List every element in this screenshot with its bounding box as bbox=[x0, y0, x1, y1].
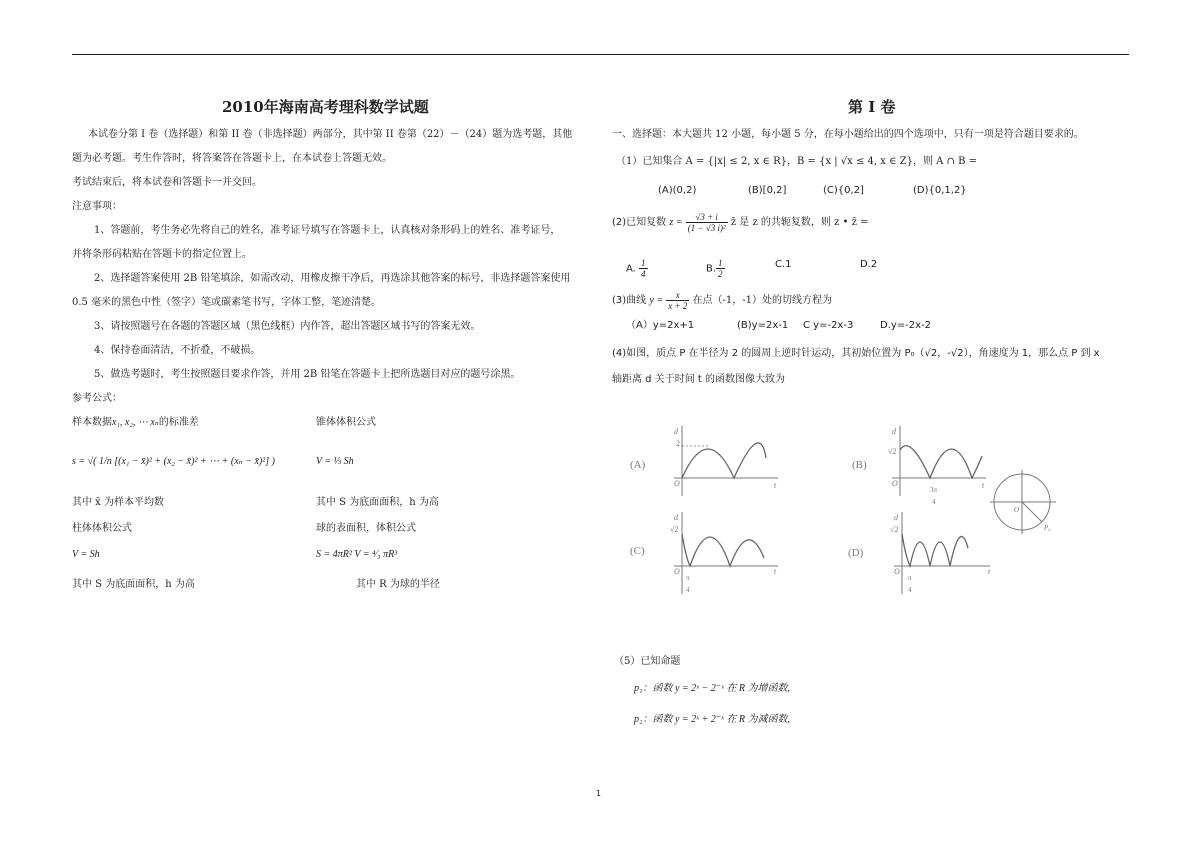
q2-option-c: C.1 bbox=[775, 259, 792, 270]
header-rule bbox=[72, 54, 1129, 55]
svg-text:d: d bbox=[674, 427, 678, 436]
q1-option-a: (A)(0,2) bbox=[658, 185, 697, 196]
q2-option-a bbox=[626, 258, 648, 279]
note-1b: 并将条形码粘贴在答题卡的指定位置上。 bbox=[72, 249, 252, 260]
q5-p2: p₂：函数 y = 2ˣ + 2⁻ˣ 在 R 为减函数, bbox=[634, 714, 790, 725]
page-number: 1 bbox=[596, 789, 602, 798]
note-2b: 0.5 毫米的黑色中性（签字）笔或碳素笔书写，字体工整，笔迹清楚。 bbox=[72, 297, 382, 308]
formula-header: 参考公式： bbox=[72, 393, 122, 404]
svg-text:P₀: P₀ bbox=[1044, 524, 1051, 532]
graph-a-label: (A) bbox=[630, 459, 646, 471]
svg-text:O: O bbox=[674, 479, 680, 488]
note-4: 4、保持卷面清洁，不折叠，不破损。 bbox=[94, 345, 261, 356]
svg-text:t: t bbox=[988, 567, 991, 576]
q2-option-b bbox=[706, 258, 725, 279]
note-1a: 1、答题前，考生务必先将自己的姓名，准考证号填写在答题卡上，认真核对条形码上的姓名、准考证号， bbox=[94, 225, 561, 236]
graph-c-label: (C) bbox=[630, 545, 645, 557]
svg-text:d: d bbox=[674, 513, 678, 522]
part-title: 第 I 卷 bbox=[848, 98, 896, 116]
graph-a bbox=[624, 420, 784, 504]
svg-text:O: O bbox=[894, 567, 900, 576]
q1-text: （1）已知集合 A = {|x| ≤ 2, x ∈ R}，B = {x | √x ≤ 4, x ∈ Z}，则 A ∩ B = bbox=[616, 156, 978, 167]
q4-line-b: 轴距离 d 关于时间 t 的函数图像大致为 bbox=[612, 374, 785, 385]
circle-figure bbox=[990, 466, 1060, 540]
sd-label-vars: x₁, x₂, ⋯ xₙ bbox=[112, 417, 159, 428]
svg-text:π: π bbox=[686, 574, 690, 582]
q1-option-d: (D){0,1,2} bbox=[913, 185, 967, 196]
q3-pre: (3)曲线 bbox=[612, 295, 647, 306]
prism-note: 其中 S 为底面面积，h 为高 bbox=[72, 579, 195, 590]
graph-c bbox=[624, 508, 784, 602]
q3-option-a: （A）y=2x+1 bbox=[626, 320, 695, 331]
sphere-formula: S = 4πR² V = ⁴⁄₃ πR³ bbox=[316, 549, 398, 560]
intro-line-3: 考试结束后，将本试卷和答题卡一并交回。 bbox=[72, 177, 262, 188]
exam-title: 2010年海南高考理科数学试题 bbox=[222, 98, 429, 116]
q5-p1: p₁：函数 y = 2ˣ − 2⁻ˣ 在 R 为增函数, bbox=[634, 683, 790, 694]
note-2a: 2、选择题答案使用 2B 铅笔填涂，如需改动，用橡皮擦干净后，再选涂其他答案的标号，非选择题答案使用 bbox=[94, 273, 571, 284]
svg-text:√2: √2 bbox=[670, 525, 679, 534]
q3-text bbox=[612, 290, 832, 311]
svg-text:√2: √2 bbox=[890, 525, 899, 534]
section-1-heading: 一、选择题：本大题共 12 小题，每小题 5 分，在每小题给出的四个选项中，只有一项是符合题目要求的。 bbox=[612, 129, 1084, 140]
prism-formula: V = Sh bbox=[72, 549, 100, 560]
mean-note: 其中 x̄ 为样本平均数 bbox=[72, 497, 164, 508]
q3-y: y = bbox=[649, 295, 664, 306]
graph-d bbox=[848, 508, 998, 602]
svg-text:3π: 3π bbox=[930, 486, 938, 494]
q2-option-a-fraction: $\frac{1}{4}$ bbox=[641, 258, 646, 279]
q3-option-c: C y=-2x-3 bbox=[803, 320, 854, 331]
svg-text:d: d bbox=[894, 513, 898, 522]
svg-text:t: t bbox=[774, 567, 777, 576]
graph-b-label: (B) bbox=[852, 459, 867, 471]
sd-label bbox=[72, 416, 199, 429]
svg-text:t: t bbox=[774, 481, 777, 490]
svg-text:d: d bbox=[892, 427, 896, 436]
svg-text:π: π bbox=[908, 574, 912, 582]
q5-text: （5）已知命题 bbox=[614, 656, 681, 667]
cone-label: 锥体体积公式 bbox=[316, 417, 376, 428]
intro-line-2: 题为必考题。考生作答时，将答案答在答题卡上，在本试卷上答题无效。 bbox=[72, 153, 392, 164]
cone-note: 其中 S 为底面面积，h 为高 bbox=[316, 497, 439, 508]
q3-fraction: $\frac{x}{x + 2}$ bbox=[668, 290, 688, 311]
q2-post: z̄ 是 z 的共轭复数，则 z • z̄ = bbox=[730, 217, 869, 228]
svg-text:O: O bbox=[892, 479, 898, 488]
q2-option-b-label: B. bbox=[706, 263, 717, 275]
q2-option-b-fraction: $\frac{1}{2}$ bbox=[718, 258, 723, 279]
prism-label: 柱体体积公式 bbox=[72, 523, 132, 534]
svg-text:2: 2 bbox=[676, 439, 680, 448]
sphere-label: 球的表面积，体积公式 bbox=[316, 523, 416, 534]
q4-line-a: (4)如图，质点 P 在半径为 2 的圆周上逆时针运动，其初始位置为 P₀（√2，-√2），角速度为 1，那么点 P 到 x bbox=[612, 348, 1100, 359]
q1-option-c: (C){0,2] bbox=[823, 185, 864, 196]
cone-formula: V = ⅓ Sh bbox=[316, 456, 354, 467]
notes-header: 注意事项： bbox=[72, 201, 122, 212]
graph-d-label: (D) bbox=[848, 547, 864, 559]
intro-line-1: 本试卷分第 I 卷（选择题）和第 II 卷（非选择题）两部分，其中第 II 卷第（22）－（24）题为选考题，其他 bbox=[88, 129, 573, 140]
svg-text:O: O bbox=[1014, 506, 1020, 514]
svg-text:4: 4 bbox=[686, 586, 690, 594]
q3-post: 在点（-1，-1）处的切线方程为 bbox=[692, 295, 832, 306]
graph-b bbox=[852, 420, 992, 514]
sd-formula: s = √( 1/n [(x₁ − x̄)² + (x₂ − x̄)² + ⋯ + (xₙ − x̄)²] ) bbox=[72, 456, 275, 467]
sphere-note: 其中 R 为球的半径 bbox=[356, 579, 440, 590]
q3-option-b: (B)y=2x-1 bbox=[737, 320, 789, 331]
svg-text:t: t bbox=[982, 481, 985, 490]
svg-text:√2: √2 bbox=[888, 447, 897, 456]
sd-label-post: 的标准差 bbox=[158, 417, 199, 428]
sd-label-pre: 样本数据 bbox=[72, 417, 112, 428]
q1-option-b: (B)[0,2] bbox=[748, 185, 787, 196]
q2-option-d: D.2 bbox=[860, 259, 878, 270]
q2-pre: (2)已知复数 bbox=[612, 217, 667, 228]
q3-option-d: D.y=-2x-2 bbox=[880, 320, 932, 331]
note-5: 5、做选考题时，考生按照题目要求作答，并用 2B 铅笔在答题卡上把所选题目对应的题号涂黑。 bbox=[94, 369, 521, 380]
q2-text bbox=[612, 212, 868, 233]
q2-option-a-label: A. bbox=[626, 263, 636, 275]
q2-z: z = bbox=[669, 217, 683, 228]
note-3: 3、请按照题号在各题的答题区域（黑色线框）内作答，超出答题区域书写的答案无效。 bbox=[94, 321, 481, 332]
q2-fraction: $\frac{√3 + i}{\text{(1 − √3 i)²}}$ bbox=[687, 212, 726, 233]
svg-text:4: 4 bbox=[908, 586, 912, 594]
svg-text:O: O bbox=[674, 567, 680, 576]
svg-text:4: 4 bbox=[932, 498, 936, 506]
